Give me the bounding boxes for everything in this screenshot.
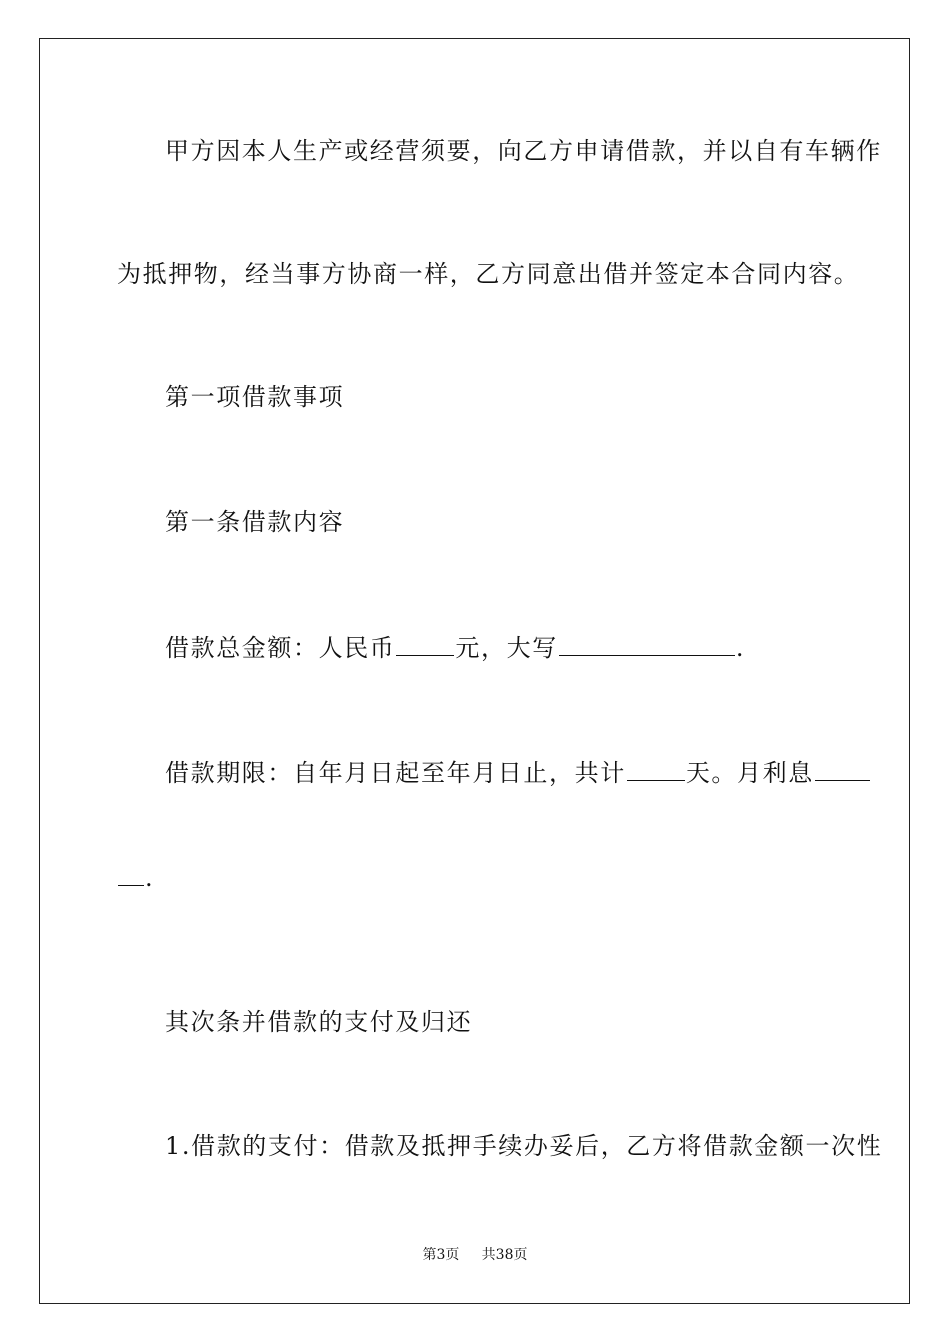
- amount-number-blank: [396, 633, 454, 656]
- loan-amount-label: 借款总金额：人民币: [165, 634, 396, 662]
- monthly-interest-label: 天。月利息: [685, 759, 814, 787]
- loan-term-end: .: [145, 864, 155, 892]
- loan-amount-end: .: [735, 634, 746, 662]
- page-total: 共38页: [481, 1247, 528, 1263]
- interest-blank: [815, 758, 870, 781]
- page-number: 第3页: [422, 1247, 460, 1263]
- article-heading-loan-content: 第一条借款内容: [165, 508, 345, 536]
- loan-amount-line: [165, 632, 833, 664]
- loan-term-line: [165, 757, 833, 789]
- paragraph-intro-line-2: 为抵押物，经当事方协商一样，乙方同意出借并签定本合同内容。: [117, 260, 860, 288]
- loan-term-label: 借款期限：自年月日起至年月日止，共计: [165, 759, 626, 787]
- days-blank: [627, 758, 685, 781]
- article-heading-payment-repayment: 其次条并借款的支付及归还: [165, 1008, 473, 1036]
- section-heading-loan-matters: 第一项借款事项: [165, 383, 345, 411]
- page-footer: [0, 1245, 950, 1265]
- amount-capital-blank: [559, 633, 735, 656]
- item-loan-payment: 1.借款的支付：借款及抵押手续办妥后，乙方将借款金额一次性: [165, 1132, 883, 1160]
- page-border: [39, 38, 910, 1304]
- interest-blank-continued: [118, 863, 144, 886]
- loan-amount-capital-label: 元，大写: [455, 634, 558, 662]
- paragraph-intro-line-1: 甲方因本人生产或经营须要，向乙方申请借款，并以自有车辆作: [165, 137, 882, 165]
- loan-term-line-continued: [117, 862, 833, 894]
